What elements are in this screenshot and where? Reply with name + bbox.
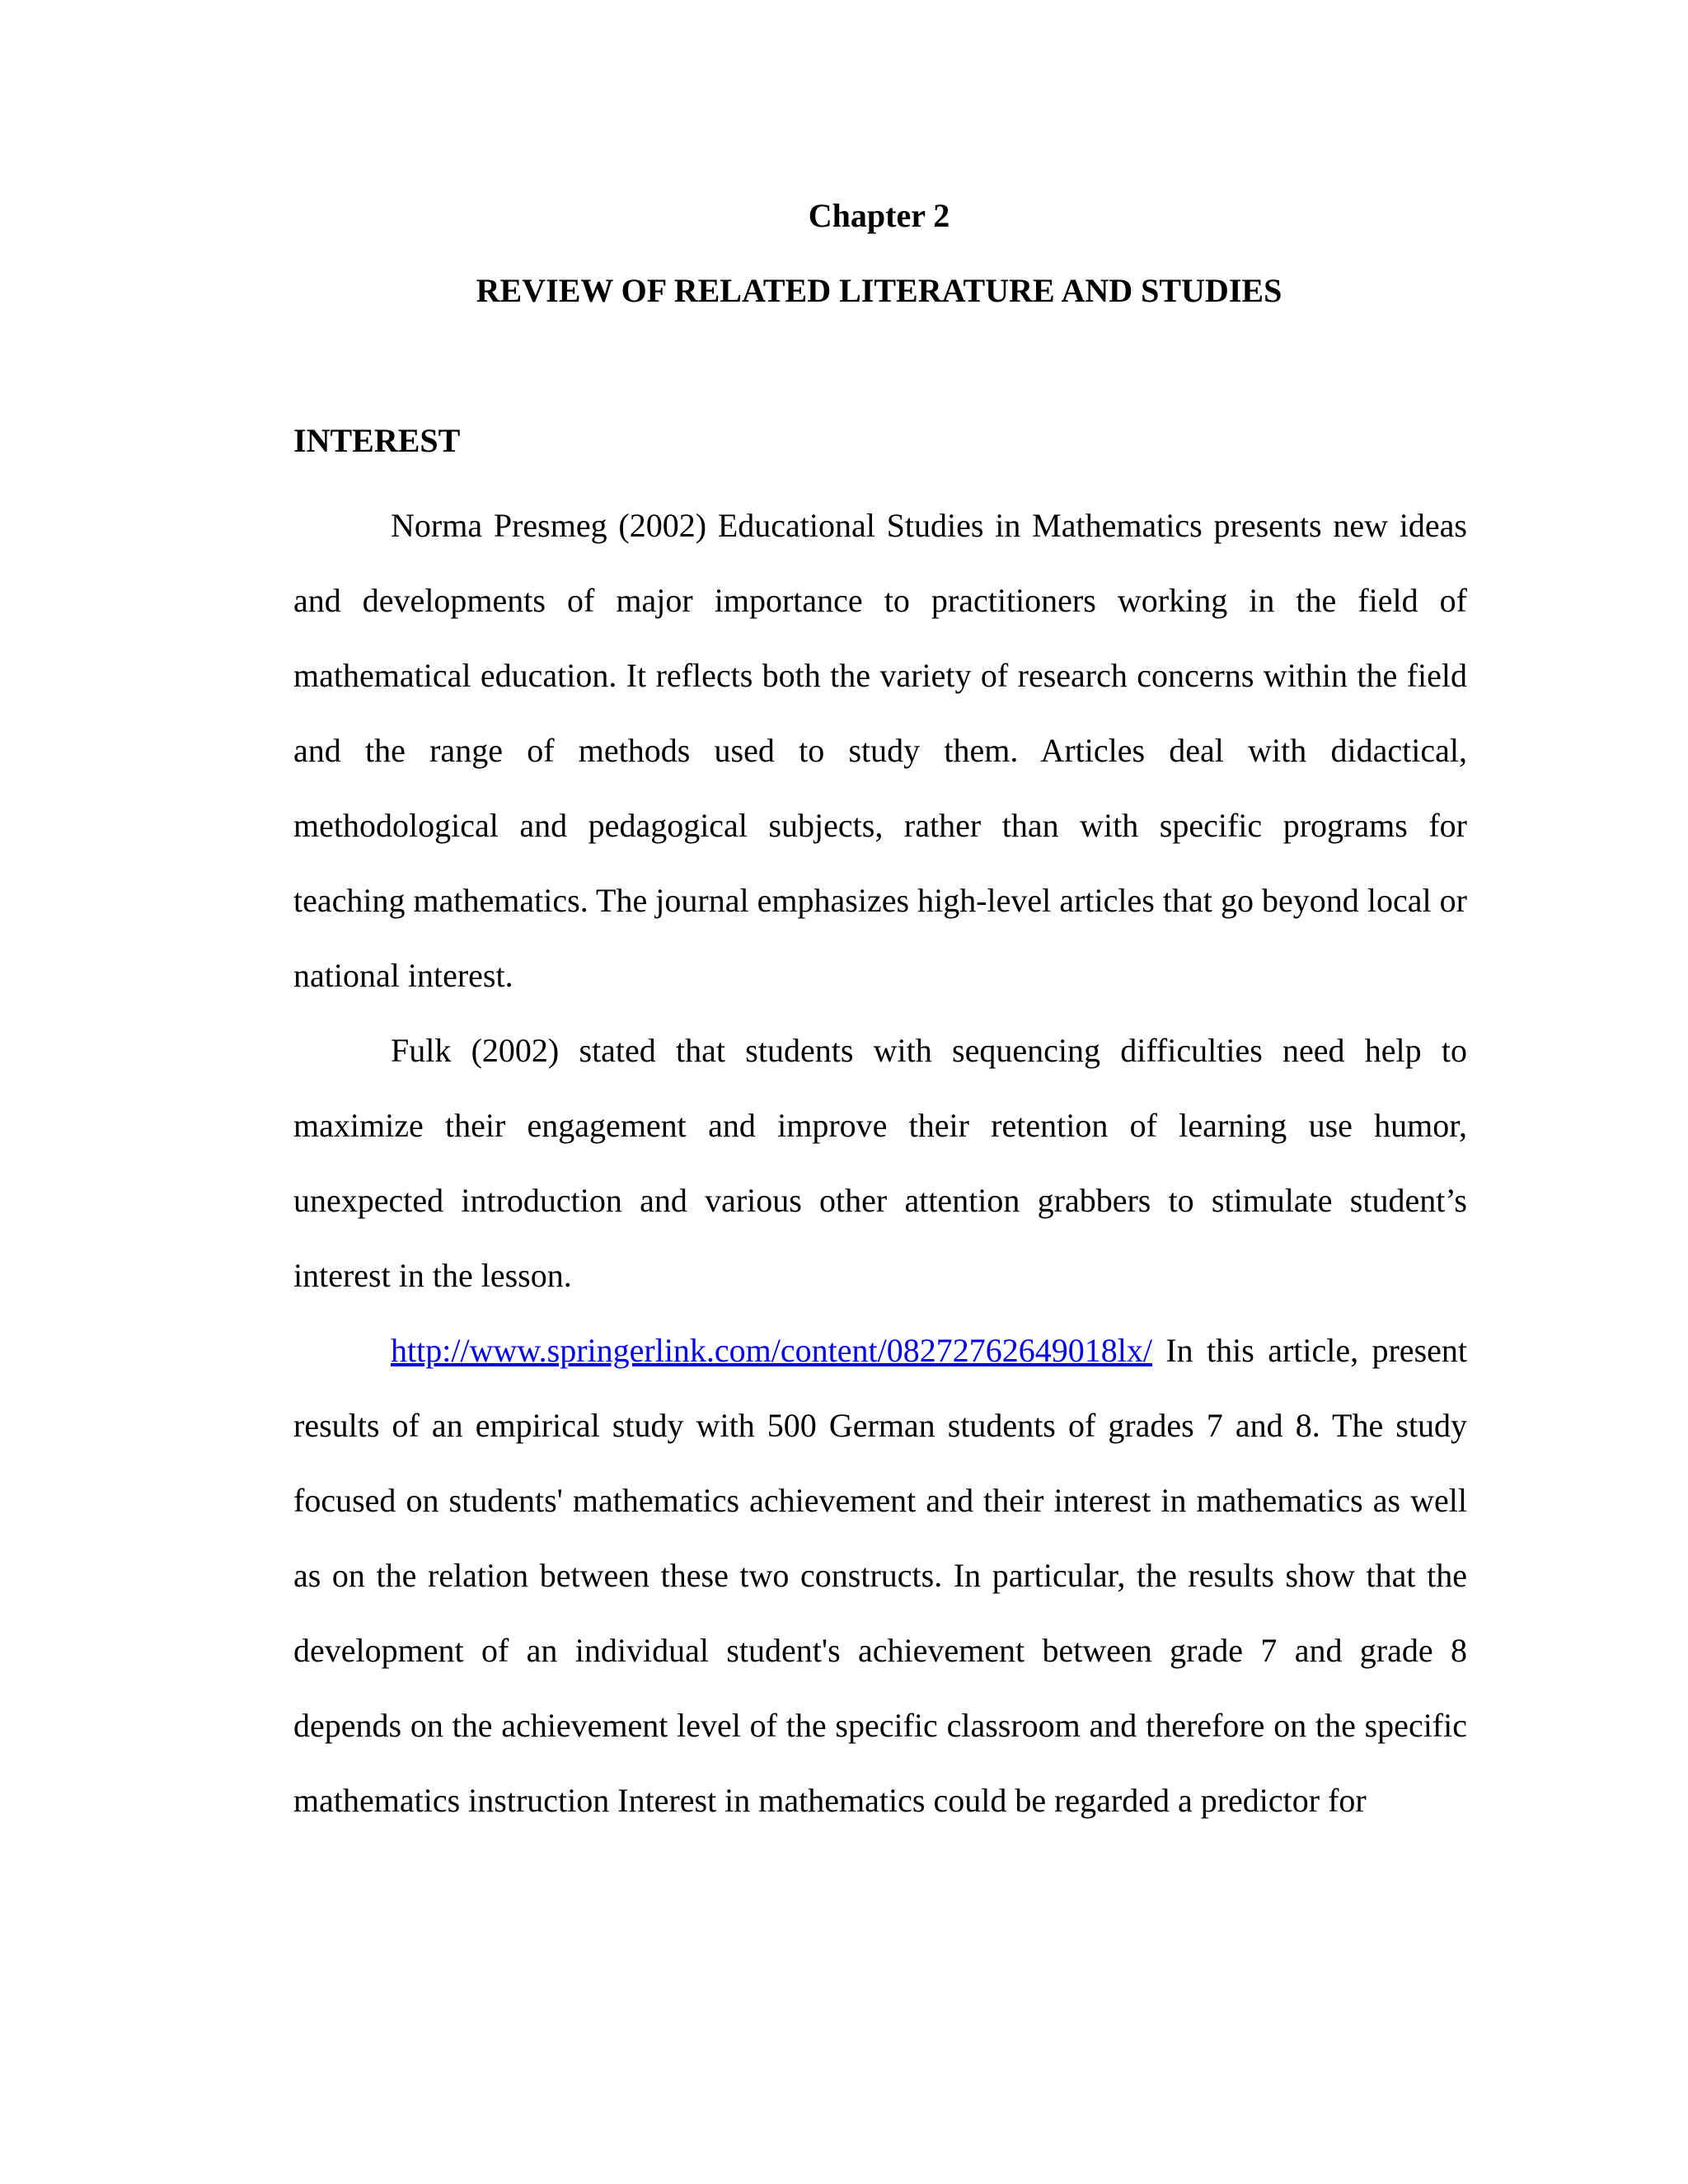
section-heading: INTEREST — [293, 422, 461, 459]
springer-link[interactable]: http://www.springerlink.com/content/08272762649018lx/ — [391, 1332, 1152, 1369]
paragraph-presmeg: Norma Presmeg (2002) Educational Studies in Mathematics presents new ideas and developments of major importance to practitioners working in the field of mathematical education. It reflects both the variety of research concerns within the field and the range of methods used to study them. Articles deal with didactical, methodological and pedagogical subjects, rather than with specific programs for teaching mathematics. The journal emphasizes high-level articles that go beyond local or national interest. — [293, 507, 1467, 994]
body-text — [293, 488, 1467, 1838]
paragraph-springer — [293, 1313, 1467, 1838]
chapter-label: Chapter 2 — [808, 197, 950, 234]
paragraph-springer-text: In this article, present results of an empirical study with 500 German students of grades 7 and 8. The study focused on students' mathematics achievement and their interest in mathematics as well as on the relation between these two constructs. In particular, the results show that the development of an individual student's achievement between grade 7 and grade 8 depends on the achievement level of the specific classroom and therefore on the specific mathematics instruction Interest in mathematics could be regarded a predictor for — [293, 1332, 1467, 1819]
paragraph-fulk: Fulk (2002) stated that students with sequencing difficulties need help to maximize their engagement and improve their retention of learning use humor, unexpected introduction and various other attention grabbers to stimulate student’s interest in the lesson. — [293, 1032, 1467, 1294]
chapter-title: REVIEW OF RELATED LITERATURE AND STUDIES — [476, 272, 1282, 309]
